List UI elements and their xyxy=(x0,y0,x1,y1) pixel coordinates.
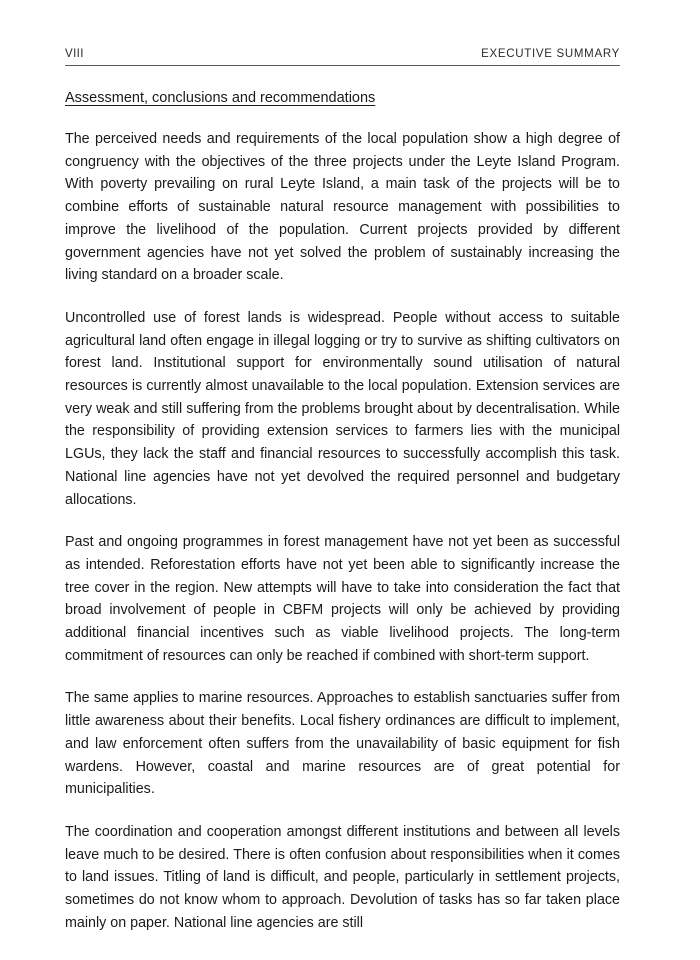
running-header xyxy=(65,48,620,66)
page-body xyxy=(65,88,620,935)
page-number: VIII xyxy=(65,48,84,60)
body-paragraph: Past and ongoing programmes in forest management have not yet been as successful as intended. Reforestation efforts have not yet been able to significantly increase the tree cover in the region. New attempts will have to take into consideration the fact that broad involvement of people in CBFM projects will only be achieved by providing additional financial incentives such as viable livelihood projects. The long-term commitment of resources can only be reached if combined with short-term support. xyxy=(65,534,620,664)
body-paragraph: The coordination and cooperation amongst different institutions and between all levels leave much to be desired. There is often confusion about responsibilities when it comes to land issues. Titling of land is difficult, and people, particularly in settlement projects, sometimes do not know whom to approach. Devolution of tasks has so far taken place mainly on paper. National line agencies are still xyxy=(65,823,620,931)
body-paragraph: Uncontrolled use of forest lands is widespread. People without access to suitable agricultural land often engage in illegal logging or try to survive as shifting cultivators on forest land. Institutional support for environmentally sound utilisation of natural resources is currently almost unavailable to the local population. Extension services are very weak and still suffering from the problems brought about by decentralisation. While the responsibility of providing extension services to farmers lies with the municipal LGUs, they lack the staff and financial resources to successfully accomplish this task. National line agencies have not yet devolved the required personnel and budgetary allocations. xyxy=(65,309,620,508)
body-paragraph: The perceived needs and requirements of the local population show a high degree of congruency with the objectives of the three projects under the Leyte Island Program. With poverty prevailing on rural Leyte Island, a main task of the projects will be to combine efforts of sustainable natural resource management with possibilities to improve the livelihood of the population. Current projects provided by different government agencies have not yet solved the problem of sustainably increasing the living standard on a broader scale. xyxy=(65,131,620,284)
section-heading: Assessment, conclusions and recommendations xyxy=(65,90,376,106)
running-header-title: EXECUTIVE SUMMARY xyxy=(481,48,620,60)
body-paragraph: The same applies to marine resources. Approaches to establish sanctuaries suffer from little awareness about their benefits. Local fishery ordinances are difficult to implement, and law enforcement often suffers from the unavailability of basic equipment for fish wardens. However, coastal and marine resources are of great potential for municipalities. xyxy=(65,690,620,798)
